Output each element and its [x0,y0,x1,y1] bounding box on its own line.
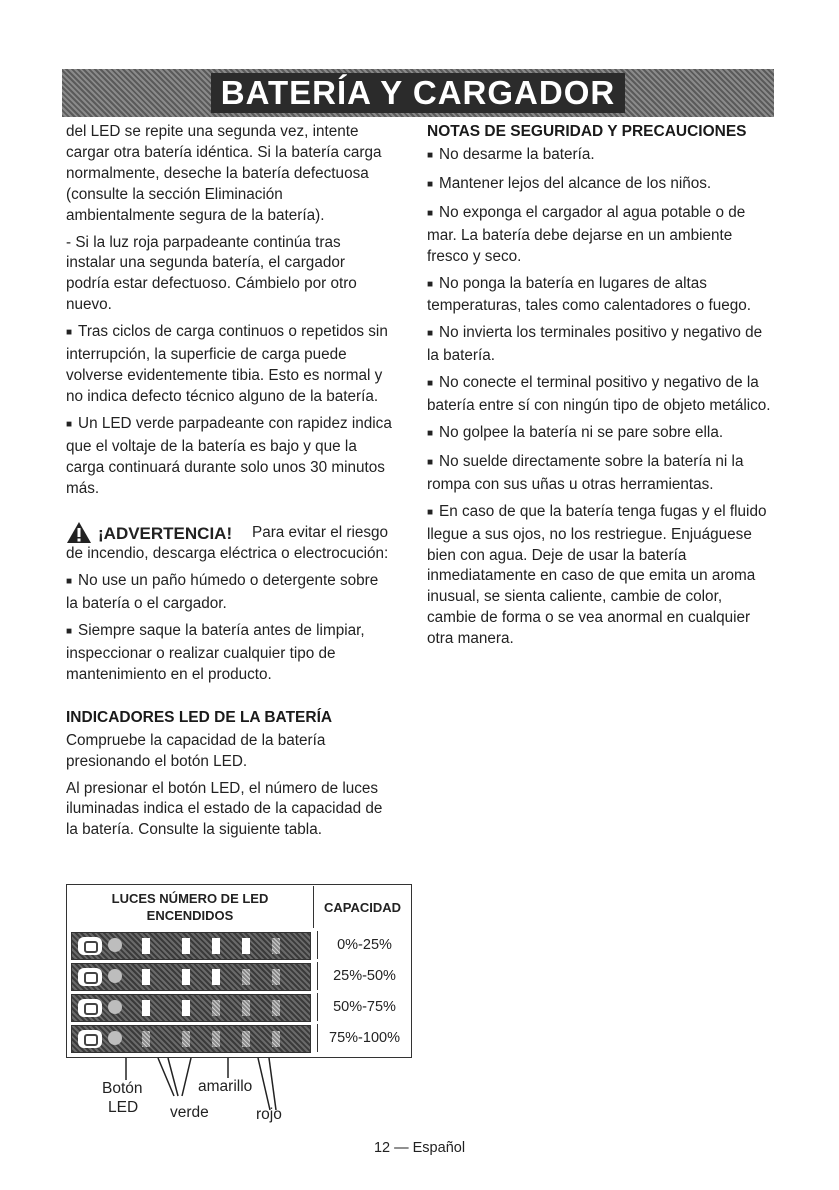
led-button-icon [78,999,102,1017]
led-button-icon [78,1030,102,1048]
safety-item: ■ En caso de que la batería tenga fugas y el fluido llegue a sus ojos, no los restriegue. Enjuáguese bien con agua. Deje de usar la batería inmediatamente en caso de que emita un aroma inusual, se sienta caliente, cambie de color, cambie de forma o se vea anormal en cualquier otra manera. [427,502,775,650]
led-button-icon [78,968,102,986]
paragraph: del LED se repite una segunda vez, intente cargar otra batería idéntica. Si la batería carga normalmente, deseche la batería defectuosa (consulte la sección Eliminación ambientalmente segura de la batería). [66,123,382,224]
led-segment [272,938,280,954]
legend-lines [66,1058,326,1148]
table-header-line: ENCENDIDOS [146,908,234,923]
led-row-graphic [71,994,311,1022]
led-segment [242,969,250,985]
led-segment [212,1000,220,1016]
section-title: BATERÍA Y CARGADOR [211,73,625,113]
led-segment [212,938,220,954]
led-segment [272,1000,280,1016]
status-dot-icon [108,969,122,983]
led-segment [272,1031,280,1047]
legend-boton: Botón [102,1080,143,1097]
led-segment [272,969,280,985]
safety-item: ■ No desarme la batería. [427,145,775,168]
table-header-line: LUCES NÚMERO DE LED [111,891,269,906]
safety-item: ■ Mantener lejos del alcance de los niños. [427,174,775,197]
table-header-capacity: CAPACIDAD [313,886,411,928]
bullet-item: ■ Siempre saque la batería antes de limpiar, inspeccionar o realizar cualquier tipo de mantenimiento en el producto. [66,621,392,686]
bullet-item: ■ Un LED verde parpadeante con rapidez indica que el voltaje de la batería es bajo y que la carga continuará durante solo unos 30 minutos más. [66,414,392,500]
led-segment [182,969,190,985]
safety-item: ■ No ponga la batería en lugares de altas temperaturas, tales como calentadores o fuego. [427,274,775,318]
led-segment [242,938,250,954]
led-segment [142,1031,150,1047]
right-column [427,122,775,656]
warning-text: Para evitar el riesgo de incendio, descarga eléctrica o electrocución: [66,524,389,563]
legend-amarillo: amarillo [198,1078,253,1095]
paragraph: Al presionar el botón LED, el número de luces iluminadas indica el estado de la capacidad de la batería. Consulte la siguiente tabla. [66,779,383,839]
led-segment [212,969,220,985]
legend-led: LED [108,1099,139,1116]
bullet-item: ■ Tras ciclos de carga continuos o repetidos sin interrupción, la superficie de carga puede volverse evidentemente tibia. Esto es normal y no indica defecto técnico alguno de la batería. [66,322,392,408]
led-button-icon [78,937,102,955]
paragraph: - Si la luz roja parpadeante continúa tras instalar una segunda batería, el cargador podría estar defectuoso. Cámbielo por otro nuevo. [66,233,357,314]
status-dot-icon [108,938,122,952]
legend-verde: verde [170,1104,209,1121]
safety-item: ■ No exponga el cargador al agua potable o de mar. La batería debe dejarse en un ambiente fresco y seco. [427,203,775,268]
led-segment [182,938,190,954]
legend-rojo: rojo [256,1106,282,1123]
capacity-cell: 0%-25% [317,931,411,959]
led-row-graphic [71,932,311,960]
section-banner [62,69,774,117]
led-segment [242,1000,250,1016]
capacity-cell: 25%-50% [317,962,411,990]
warning-title: ¡ADVERTENCIA! [98,524,233,544]
led-segment [142,938,150,954]
warning-triangle-icon [66,521,92,544]
table-header-leds [68,886,312,928]
led-segment [142,969,150,985]
capacity-cell: 75%-100% [317,1024,411,1052]
status-dot-icon [108,1000,122,1014]
bullet-item: ■ No use un paño húmedo o detergente sobre la batería o el cargador. [66,571,392,615]
capacity-cell: 50%-75% [317,993,411,1021]
safety-item: ■ No invierta los terminales positivo y negativo de la batería. [427,323,775,367]
led-segment [182,1000,190,1016]
safety-item: ■ No conecte el terminal positivo y negativo de la batería entre sí con ningún tipo de objeto metálico. [427,373,775,417]
led-capacity-table [66,884,412,1058]
led-row-graphic [71,963,311,991]
safety-heading: NOTAS DE SEGURIDAD Y PRECAUCIONES [427,123,747,140]
status-dot-icon [108,1031,122,1045]
paragraph: Compruebe la capacidad de la batería presionando el botón LED. [66,731,326,770]
led-segment [242,1031,250,1047]
led-segment [182,1031,190,1047]
left-column [66,122,392,847]
page-number: 12 — Español [373,1140,466,1156]
led-legend [66,1058,326,1148]
led-segment [142,1000,150,1016]
safety-item: ■ No golpee la batería ni se pare sobre ella. [427,423,775,446]
led-segment [212,1031,220,1047]
safety-item: ■ No suelde directamente sobre la batería ni la rompa con sus uñas u otras herramientas. [427,452,775,496]
led-indicator-heading: INDICADORES LED DE LA BATERÍA [66,708,333,726]
led-row-graphic [71,1025,311,1053]
